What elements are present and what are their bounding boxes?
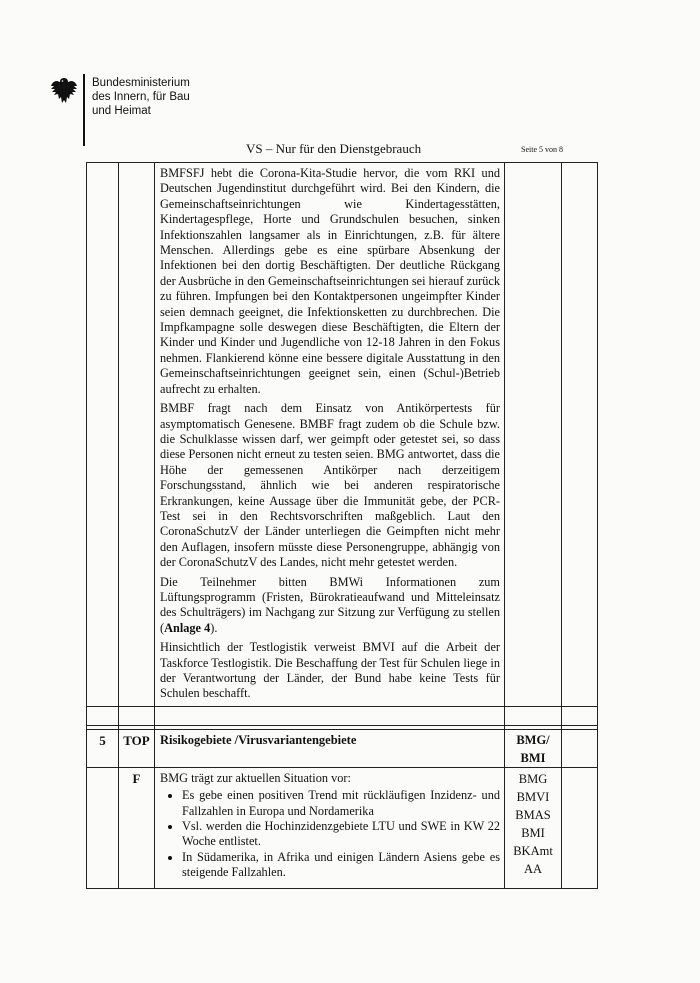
table-row [87, 163, 598, 707]
finding-bullets [160, 788, 500, 880]
attachment-reference: Anlage 4 [164, 620, 211, 635]
list-item: • Vsl. werden die Hochinzidenzgebiete LTU und SWE in KW 22 Woche entlistet. [182, 819, 500, 850]
agency-list: BMG BMVI BMAS BMI BKAmt AA [505, 767, 562, 888]
paragraph: BMFSFJ hebt die Corona-Kita-Studie hervor, die vom RKI und Deutschen Jugendinstitut durchgeführt wird. Bei den Kindern, die Gemeinschaftseinrichtungen wie Kindertagesstätten, Kindertagespflege, Horte und Grundschulen besuchen, sinken Infektionszahlen langsamer als in Einrichtungen, z.B. für ältere Menschen. Allerdings gebe es eine spürbare Absenkung der Infektionen bei den dortig Beschäftigten. Der deutliche Rückgang der Ausbrüche in den Gemeinschaftseinrichtungen sei hierauf zurück zu führen. Impfungen bei den Kontaktpersonen ungeimpfter Kinder seien demnach geeignet, die Infektionsketten zu durchbrechen. Die Impfkampagne solle deswegen diese Beschäftigten, die Eltern der Kinder und Kinder und Jugendliche von 12-18 Jahren in den Fokus nehmen. Flankierend könne eine bessere digitale Ausstattung in den Gemeinschaftseinrichtungen geeignet sein, einen (Schul-)Betrieb aufrecht zu erhalten. [160, 166, 500, 396]
section-responsible: BMG/ BMI [505, 729, 562, 767]
section-number: 5 [87, 729, 119, 767]
table-row [87, 767, 598, 888]
logo-divider [83, 74, 85, 146]
list-item: • In Südamerika, in Afrika und einigen Ländern Asiens gebe es steigende Fallzahlen. [182, 850, 500, 881]
paragraph: Hinsichtlich der Testlogistik verweist BMVI auf die Arbeit der Taskforce Testlogistik. Die Beschaffung der Test für Schulen liege in der Verantwortung der Länder, der Bund habe keine Tests für Schulen beschafft. [160, 640, 500, 701]
list-item: • Es gebe einen positiven Trend mit rückläufigen Inzidenz- und Fallzahlen in Europa und Nordamerika [182, 788, 500, 819]
federal-eagle-logo [50, 76, 78, 106]
page-number: Seite 5 von 8 [521, 145, 563, 154]
classification-label: VS – Nur für den Dienstgebrauch [246, 141, 422, 156]
minutes-table [86, 162, 598, 889]
ministry-name: Bundesministerium des Innern, für Bau und Heimat [92, 77, 190, 117]
table-row [87, 706, 598, 725]
paragraph: Die Teilnehmer bitten BMWi Informationen zum Lüftungsprogramm (Fristen, Bürokratieaufwand und Mitteleinsatz des Schulträgers) im Nachgang zur Sitzung zur Verfügung zu stellen (Anlage 4). [160, 574, 500, 635]
section-type: TOP [119, 729, 155, 767]
section-row [87, 729, 598, 767]
finding-flag: F [119, 767, 155, 888]
paragraph: BMBF fragt nach dem Einsatz von Antikörpertests für asymptomatisch Genesene. BMBF fragt zudem ob die Schule bzw. die Schulklasse wissen darf, wer geimpft oder getestet sei, so dass diese Personen nicht erneut zu testen seien. BMG antwortet, dass die Höhe der gemessenen Antikörper nach derzeitigem Forschungsstand, ähnlich wie bei anderen respiratorische Erkrankungen, keine Aussage über die Immunität gebe, der PCR-Test sei in den Rechtsvorschriften maßgeblich. Laut den CoronaSchutzV der Länder unterliegen die Geimpften nicht mehr den Auflagen, insofern müsste diese Personengruppe, abhängig von der CoronaSchutzV des Landes, nicht mehr getestet werden. [160, 401, 500, 570]
finding-text: BMG trägt zur aktuellen Situation vor: • Es gebe einen positiven Trend mit rückläufigen Inzidenz- und Fallzahlen in Europa und Nordamerika • Vsl. werden die Hochinzidenzgebiete LTU und SWE in KW 22 Woche entlistet. • In Südamerika, in Afrika und einigen Ländern Asiens gebe es steigende Fallzahlen. [155, 767, 505, 888]
section-title: Risikogebiete /Virusvariantengebiete [155, 729, 505, 767]
discussion-text [155, 163, 505, 707]
